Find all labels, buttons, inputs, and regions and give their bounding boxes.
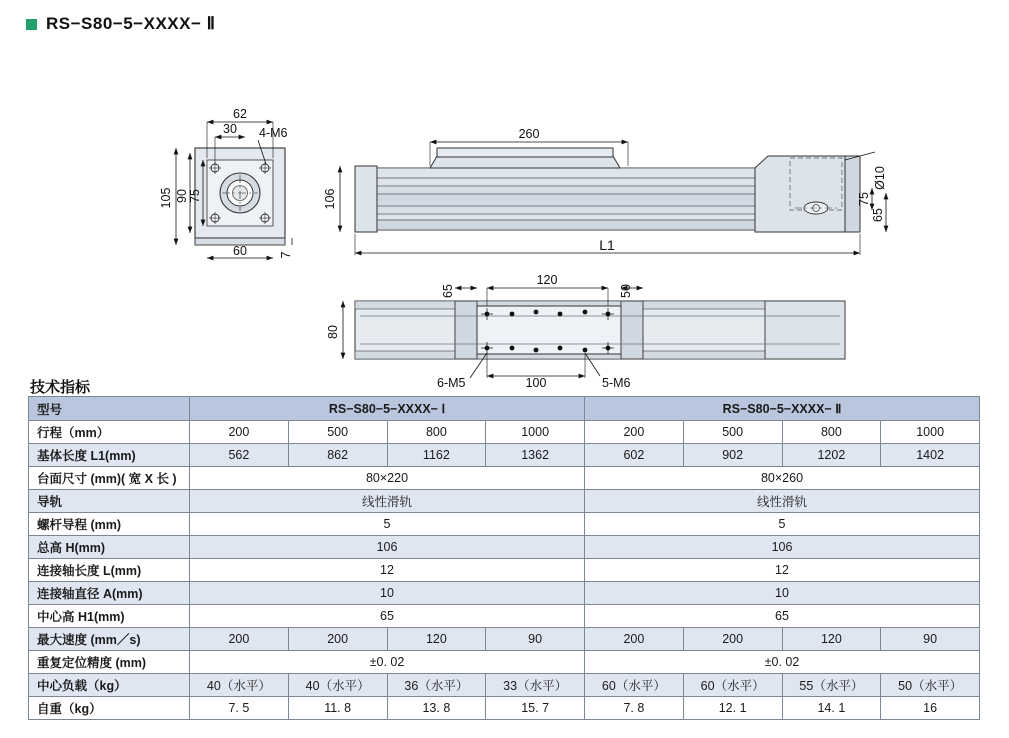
- spec-cell: 7. 8: [585, 697, 684, 720]
- spec-cell: 200: [585, 421, 684, 444]
- spec-cell: 40（水平）: [288, 674, 387, 697]
- spec-cell: 14. 1: [782, 697, 881, 720]
- table-row: [29, 697, 980, 720]
- spec-cell: 106: [585, 536, 980, 559]
- spec-cell: 90: [486, 628, 585, 651]
- spec-cell: 12: [585, 559, 980, 582]
- dim-90: 90: [175, 189, 189, 203]
- spec-cell: 120: [387, 628, 486, 651]
- spec-cell: 50（水平）: [881, 674, 980, 697]
- spec-cell: 800: [387, 421, 486, 444]
- dim-120: 120: [536, 273, 558, 287]
- side-view: [323, 127, 887, 255]
- spec-cell: 200: [190, 421, 289, 444]
- top-view: [326, 273, 845, 390]
- table-row: [29, 582, 980, 605]
- dim-62: 62: [233, 107, 247, 121]
- dim-260: 260: [518, 127, 540, 141]
- note-5-m6: 5-M6: [602, 376, 631, 390]
- spec-cell: 16: [881, 697, 980, 720]
- spec-cell: 65: [190, 605, 585, 628]
- spec-cell: 13. 8: [387, 697, 486, 720]
- dim-75-side: 75: [857, 192, 871, 206]
- dim-80: 80: [326, 325, 340, 339]
- dim-105: 105: [159, 187, 173, 209]
- spec-cell: 10: [585, 582, 980, 605]
- dim-65-top: 65: [441, 284, 455, 298]
- spec-cell: 7. 5: [190, 697, 289, 720]
- spec-cell: 36（水平）: [387, 674, 486, 697]
- spec-cell: 40（水平）: [190, 674, 289, 697]
- spec-cell: 1362: [486, 444, 585, 467]
- spec-cell: 10: [190, 582, 585, 605]
- table-row: [29, 421, 980, 444]
- spec-cell: 12. 1: [683, 697, 782, 720]
- page-header: [26, 14, 215, 34]
- spec-cell: 线性滑轨: [585, 490, 980, 513]
- spec-cell: 120: [782, 628, 881, 651]
- page-title: RS−S80−5−XXXX− Ⅱ: [46, 14, 216, 33]
- dim-75: 75: [188, 189, 202, 203]
- spec-row-label: 中心负载（kg）: [29, 674, 190, 697]
- spec-row-label: 连接轴直径 A(mm): [29, 582, 190, 605]
- spec-cell: 602: [585, 444, 684, 467]
- spec-cell: ±0. 02: [585, 651, 980, 674]
- table-row: [29, 605, 980, 628]
- spec-cell: 80×220: [190, 467, 585, 490]
- spec-row-label: 最大速度 (mm／s): [29, 628, 190, 651]
- dim-30: 30: [223, 122, 237, 136]
- spec-row-label: 基体长度 L1(mm): [29, 444, 190, 467]
- dim-106: 106: [323, 188, 337, 210]
- spec-cell: 60（水平）: [683, 674, 782, 697]
- note-4-m6: 4-M6: [259, 126, 288, 140]
- table-row: [29, 651, 980, 674]
- spec-cell: 15. 7: [486, 697, 585, 720]
- spec-row-label: 台面尺寸 (mm)( 宽 X 长 ): [29, 467, 190, 490]
- note-6-m5: 6-M5: [437, 376, 466, 390]
- spec-cell: 90: [881, 628, 980, 651]
- spec-cell: 65: [585, 605, 980, 628]
- table-row: [29, 559, 980, 582]
- table-row: [29, 513, 980, 536]
- spec-cell: 562: [190, 444, 289, 467]
- table-row: [29, 674, 980, 697]
- spec-cell: 862: [288, 444, 387, 467]
- table-row: [29, 444, 980, 467]
- spec-row-label: 连接轴长度 L(mm): [29, 559, 190, 582]
- spec-cell: 200: [683, 628, 782, 651]
- dim-dia-10: Ø10: [873, 166, 887, 190]
- dim-50: 50: [619, 284, 633, 298]
- table-row: [29, 490, 980, 513]
- spec-cell: 80×260: [585, 467, 980, 490]
- dim-L1: L1: [599, 237, 615, 253]
- table-row: [29, 628, 980, 651]
- dim-65-side: 65: [871, 208, 885, 222]
- end-view: [159, 107, 293, 258]
- spec-row-label: 重复定位精度 (mm): [29, 651, 190, 674]
- spec-cell: 5: [190, 513, 585, 536]
- spec-cell: 106: [190, 536, 585, 559]
- spec-row-label: 自重（kg）: [29, 697, 190, 720]
- spec-row-label: 导轨: [29, 490, 190, 513]
- spec-cell: 1000: [881, 421, 980, 444]
- spec-cell: 1202: [782, 444, 881, 467]
- spec-cell: 800: [782, 421, 881, 444]
- spec-cell: 55（水平）: [782, 674, 881, 697]
- spec-cell: 60（水平）: [585, 674, 684, 697]
- spec-row-label: 总高 H(mm): [29, 536, 190, 559]
- table-row: [29, 467, 980, 490]
- spec-title: 技术指标: [30, 379, 91, 396]
- spec-cell: 5: [585, 513, 980, 536]
- spec-cell: 200: [585, 628, 684, 651]
- spec-header-row: [29, 397, 980, 421]
- spec-header-model: 型号: [29, 397, 190, 421]
- spec-cell: 线性滑轨: [190, 490, 585, 513]
- spec-row-label: 行程（mm）: [29, 421, 190, 444]
- spec-cell: 500: [683, 421, 782, 444]
- table-row: [29, 536, 980, 559]
- spec-header-group-1: RS−S80−5−XXXX− Ⅰ: [190, 397, 585, 421]
- spec-cell: 11. 8: [288, 697, 387, 720]
- spec-row-label: 中心高 H1(mm): [29, 605, 190, 628]
- spec-cell: 500: [288, 421, 387, 444]
- spec-table: [28, 396, 980, 720]
- spec-cell: 1162: [387, 444, 486, 467]
- spec-cell: 1402: [881, 444, 980, 467]
- spec-cell: 200: [190, 628, 289, 651]
- dim-7: 7: [279, 251, 293, 259]
- green-square-icon: [26, 19, 37, 30]
- spec-header-group-2: RS−S80−5−XXXX− Ⅱ: [585, 397, 980, 421]
- dim-100: 100: [525, 376, 547, 390]
- dim-60: 60: [233, 244, 247, 258]
- spec-cell: ±0. 02: [190, 651, 585, 674]
- spec-row-label: 螺杆导程 (mm): [29, 513, 190, 536]
- spec-cell: 902: [683, 444, 782, 467]
- spec-cell: 33（水平）: [486, 674, 585, 697]
- spec-cell: 12: [190, 559, 585, 582]
- spec-cell: 200: [288, 628, 387, 651]
- spec-cell: 1000: [486, 421, 585, 444]
